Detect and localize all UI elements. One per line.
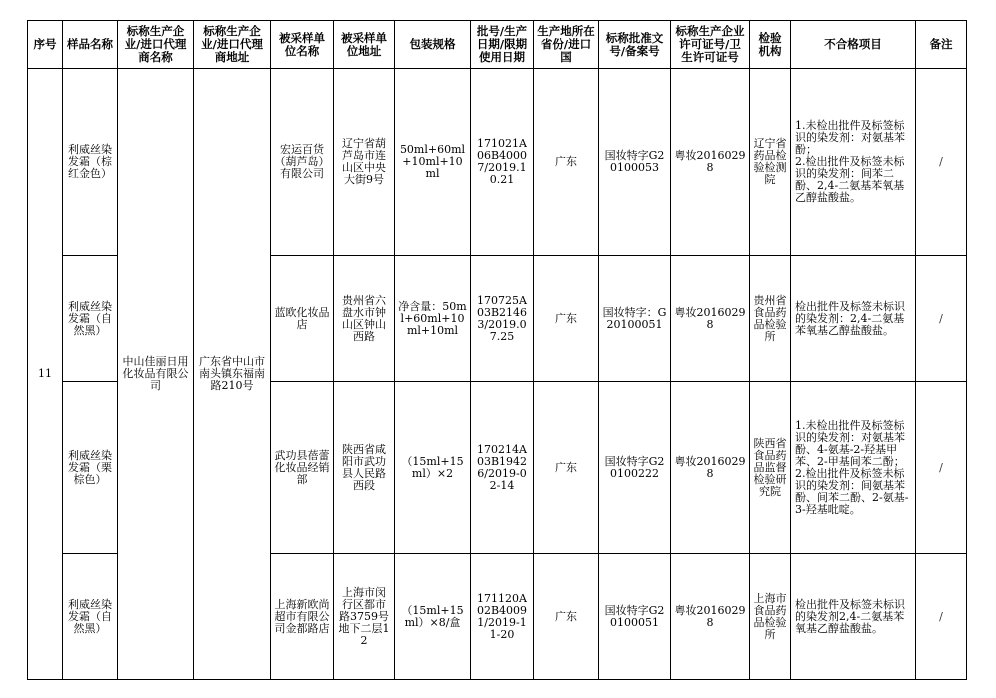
header-approval-number: 标称批准文号/备案号 [599, 21, 671, 69]
inspection-lab-cell: 辽宁省药品检验检测院 [750, 69, 791, 256]
origin-province-cell: 广东 [534, 256, 599, 382]
table-row [28, 69, 967, 256]
header-package-spec: 包装规格 [395, 21, 471, 69]
header-seq: 序号 [28, 21, 63, 69]
inspection-lab-cell: 上海市食品药品检验所 [750, 554, 791, 680]
approval-number-cell: 国妆特字G20100053 [599, 69, 671, 256]
header-sampled-unit: 被采样单位名称 [271, 21, 334, 69]
remarks-cell: / [916, 554, 967, 680]
batch-date-cell: 171120A02B40091/2019-11-20 [471, 554, 534, 680]
license-number-cell: 粤妆20160298 [671, 382, 750, 554]
package-spec-cell: 50ml+60ml+10ml+10ml [395, 69, 471, 256]
nonconforming-items-cell: 1.未检出批件及标签标识的染发剂：对氨基苯酚、4-氨基-2-羟基甲苯、2-甲基间苯二酚； 2.检出批件及标签未标识的染发剂：间氨基苯酚、间苯二酚、2-氨基-3-羟基吡啶。 [791, 382, 916, 554]
nonconforming-items-cell: 检出批件及标签未标识的染发剂2,4-二氨基苯氧基乙醇盐酸盐。 [791, 554, 916, 680]
header-sample-name: 样品名称 [63, 21, 118, 69]
origin-province-cell: 广东 [534, 382, 599, 554]
manufacturer-address-cell: 广东省中山市南头镇东福南路210号 [194, 69, 271, 680]
sampled-unit-cell: 上海新欧尚超市有限公司金都路店 [271, 554, 334, 680]
batch-date-cell: 170725A03B21463/2019.07.25 [471, 256, 534, 382]
sampled-unit-address-cell: 辽宁省葫芦岛市连山区中央大街9号 [334, 69, 395, 256]
package-spec-cell: （15ml+15ml）×2 [395, 382, 471, 554]
license-number-cell: 粤妆20160298 [671, 69, 750, 256]
sample-name-cell: 利威丝染发霜（栗棕色） [63, 382, 118, 554]
sample-name-cell: 利威丝染发霜（自然黑） [63, 256, 118, 382]
header-nonconforming-items: 不合格项目 [791, 21, 916, 69]
header-row [28, 21, 967, 69]
nonconforming-items-cell: 1.未检出批件及标签标识的染发剂：对氨基苯酚； 2.检出批件及标签未标识的染发剂：间苯二酚、2,4-二氨基苯氧基乙醇盐酸盐。 [791, 69, 916, 256]
sampled-unit-address-cell: 贵州省六盘水市钟山区钟山西路 [334, 256, 395, 382]
license-number-cell: 粤妆20160298 [671, 256, 750, 382]
sampled-unit-address-cell: 陕西省咸阳市武功县人民路西段 [334, 382, 395, 554]
header-sampled-unit-address: 被采样单位地址 [334, 21, 395, 69]
origin-province-cell: 广东 [534, 554, 599, 680]
inspection-results-table [27, 20, 967, 680]
approval-number-cell: 国妆特字G20100051 [599, 554, 671, 680]
approval-number-cell: 国妆特字：G20100051 [599, 256, 671, 382]
header-license-number: 标称生产企业许可证号/卫生许可证号 [671, 21, 750, 69]
inspection-lab-cell: 陕西省食品药品监督检验研究院 [750, 382, 791, 554]
header-inspection-lab: 检验机构 [750, 21, 791, 69]
batch-date-cell: 171021A06B40007/2019.10.21 [471, 69, 534, 256]
sample-name-cell: 利威丝染发霜（棕红金色） [63, 69, 118, 256]
seq-cell: 11 [28, 69, 63, 680]
header-manufacturer: 标称生产企业/进口代理商名称 [118, 21, 194, 69]
header-remarks: 备注 [916, 21, 967, 69]
sampled-unit-cell: 蓝欧化妆品店 [271, 256, 334, 382]
header-origin-province: 生产地所在省份/进口国 [534, 21, 599, 69]
package-spec-cell: 净含量：50ml+60ml+10ml+10ml [395, 256, 471, 382]
header-manufacturer-address: 标称生产企业/进口代理商地址 [194, 21, 271, 69]
inspection-lab-cell: 贵州省食品药品检验所 [750, 256, 791, 382]
origin-province-cell: 广东 [534, 69, 599, 256]
sampled-unit-cell: 武功县蓓蕾化妆品经销部 [271, 382, 334, 554]
remarks-cell: / [916, 256, 967, 382]
approval-number-cell: 国妆特字G20100222 [599, 382, 671, 554]
manufacturer-cell: 中山佳丽日用化妆品有限公司 [118, 69, 194, 680]
batch-date-cell: 170214A03B19426/2019-02-14 [471, 382, 534, 554]
sampled-unit-address-cell: 上海市闵行区都市路3759号地下二层12 [334, 554, 395, 680]
nonconforming-items-cell: 检出批件及标签未标识的染发剂：2,4-二氨基苯氧基乙醇盐酸盐。 [791, 256, 916, 382]
package-spec-cell: （15ml+15ml）×8/盒 [395, 554, 471, 680]
sample-name-cell: 利威丝染发霜（自然黑） [63, 554, 118, 680]
remarks-cell: / [916, 69, 967, 256]
inspection-table-sheet [27, 20, 967, 680]
sampled-unit-cell: 宏运百货（葫芦岛）有限公司 [271, 69, 334, 256]
license-number-cell: 粤妆20160298 [671, 554, 750, 680]
header-batch-date: 批号/生产日期/限期使用日期 [471, 21, 534, 69]
remarks-cell: / [916, 382, 967, 554]
